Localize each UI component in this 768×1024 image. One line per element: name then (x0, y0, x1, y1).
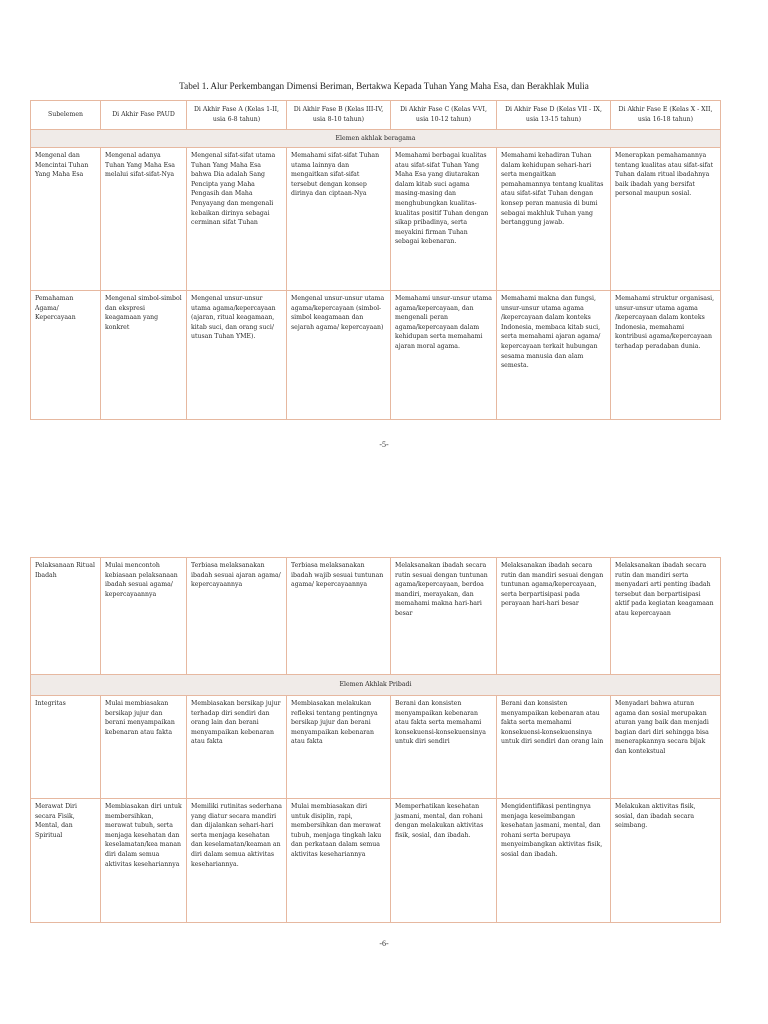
subelement-name: Mengenal dan Mencintai Tuhan Yang Maha Esa (31, 148, 101, 291)
phase-cell: Memahami struktur organisasi, unsur-unsur utama agama /kepercayaan dalam konteks Indonesia, memahami kontribusi agama/kepercayaan terhadap peradaban dunia. (611, 291, 721, 420)
phase-cell: Mengenal sifat-sifat utama Tuhan Yang Maha Esa bahwa Dia adalah Sang Pencipta yang Maha Pengasih dan Maha Penyayang dan mengenali kebaikan dirinya sebagai cerminan sifat Tuhan (187, 148, 287, 291)
phase-cell: Mengenal adanya Tuhan Yang Maha Esa melalui sifat-sifat-Nya (101, 148, 187, 291)
phase-cell: Mengenal unsur-unsur utama agama/kepercayaan (simbol-simbol keagamaan dan sejarah agama/ kepercayaan) (287, 291, 391, 420)
phase-cell: Terbiasa melaksanakan ibadah sesuai ajaran agama/ kepercayaannya (187, 558, 287, 675)
phase-cell: Berani dan konsisten menyampaikan kebenaran atau fakta serta memahami konsekuensi-konsekuensinya untuk diri sendiri dan orang lain (497, 696, 611, 799)
phase-cell: Memahami unsur-unsur utama agama/kepercayaan, dan mengenali peran agama/kepercayaan dalam kehidupan serta memahami ajaran moral agama. (391, 291, 497, 420)
subelement-name: Merawat Diri secara Fisik, Mental, dan Spiritual (31, 799, 101, 923)
page-number: -6- (379, 939, 389, 948)
table-title: Tabel 1. Alur Perkembangan Dimensi Beriman, Bertakwa Kepada Tuhan Yang Maha Esa, dan Berakhlak Mulia (179, 81, 589, 91)
column-header: Di Akhir Fase A (Kelas 1-II, usia 6-8 tahun) (187, 101, 287, 130)
table-page-6 (30, 557, 721, 923)
section-heading: Elemen akhlak beragama (31, 130, 721, 148)
table-row (31, 148, 721, 291)
phase-cell: Mulai membiasakan diri untuk disiplin, rapi, membersihkan dan merawat tubuh, menjaga tingkah laku dan perkataan dalam semua aktivitas kesehariannya (287, 799, 391, 923)
phase-cell: Berani dan konsisten menyampaikan kebenaran atau fakta serta memahami konsekuensi-konsekuensinya untuk diri sendiri (391, 696, 497, 799)
phase-cell: Membiasakan melakukan refleksi tentang pentingnya bersikap jujur dan berani menyampaikan kebenaran atau fakta (287, 696, 391, 799)
phase-cell: Membiasakan bersikap jujur terhadap diri sendiri dan orang lain dan berani menyampaikan kebenaran atau fakta (187, 696, 287, 799)
section-row (31, 675, 721, 696)
phase-cell: Memahami makna dan fungsi, unsur-unsur utama agama /kepercayaan dalam konteks Indonesia, membaca kitab suci, serta memahami ajaran agama/ kepercayaan terkait hubungan sesama manusia dan alam semesta. (497, 291, 611, 420)
table-page-5 (30, 100, 721, 420)
phase-cell: Menerapkan pemahamannya tentang kualitas atau sifat-sifat Tuhan dalam ritual ibadahnya baik ibadah yang bersifat personal maupun sosial. (611, 148, 721, 291)
phase-cell: Memiliki rutinitas sederhana yang diatur secara mandiri dan dijalankan sehari-hari serta menjaga kesehatan dan keselamatan/keaman an diri dalam semua aktivitas kesehariannya. (187, 799, 287, 923)
phase-cell: Menyadari bahwa aturan agama dan sosial merupakan aturan yang baik dan menjadi bagian dari diri sehingga bisa menerapkannya secara bijak dan kontekstual (611, 696, 721, 799)
phase-cell: Mulai mencontoh kebiasaan pelaksanaan ibadah sesuai agama/ kepercayaannya (101, 558, 187, 675)
table-row (31, 291, 721, 420)
subelement-name: Pemahaman Agama/ Kepercayaan (31, 291, 101, 420)
phase-cell: Terbiasa melaksanakan ibadah wajib sesuai tuntunan agama/ kepercayaannya (287, 558, 391, 675)
phase-cell: Mengidentifikasi pentingnya menjaga keseimbangan kesehatan jasmani, mental, dan rohani serta berupaya menyeimbangkan aktivitas fisik, sosial dan ibadah. (497, 799, 611, 923)
section-row (31, 130, 721, 148)
subelement-name: Pelaksanaan Ritual Ibadah (31, 558, 101, 675)
column-header: Di Akhir Fase D (Kelas VII - IX, usia 13-15 tahun) (497, 101, 611, 130)
subelement-name: Integritas (31, 696, 101, 799)
column-header: Di Akhir Fase E (Kelas X - XII, usia 16-18 tahun) (611, 101, 721, 130)
phase-cell: Memperhatikan kesehatan jasmani, mental, dan rohani dengan melakukan aktivitas fisik, sosial, dan ibadah. (391, 799, 497, 923)
section-heading: Elemen Akhlak Pribadi (31, 675, 721, 696)
header-row (31, 101, 721, 130)
phase-cell: Memahami kehadiran Tuhan dalam kehidupan sehari-hari serta mengaitkan pemahamannya tentang kualitas atau sifat-sifat Tuhan dengan konsep peran manusia di bumi sebagai makhluk Tuhan yang bertanggung jawab. (497, 148, 611, 291)
table-row (31, 558, 721, 675)
column-header: Di Akhir Fase PAUD (101, 101, 187, 130)
phase-cell: Melakukan aktivitas fisik, sosial, dan ibadah secara seimbang. (611, 799, 721, 923)
phase-cell: Melaksanakan ibadah secara rutin dan mandiri serta menyadari arti penting ibadah tersebut dan berpartisipasi aktif pada kegiatan keagamaan atau kepercayaan (611, 558, 721, 675)
table-row (31, 696, 721, 799)
phase-cell: Memahami berbagai kualitas atau sifat-sifat Tuhan Yang Maha Esa yang diutarakan dalam kitab suci agama masing-masing dan menghubungkan kualitas-kualitas positif Tuhan dengan sikap pribadinya, serta meyakini firman Tuhan sebagai kebenaran. (391, 148, 497, 291)
phase-cell: Membiasakan diri untuk membersihkan, merawat tubuh, serta menjaga kesehatan dan keselamatan/kea manan diri dalam semua aktivitas kesehariannya (101, 799, 187, 923)
phase-cell: Mengenal simbol-simbol dan ekspresi keagamaan yang konkret (101, 291, 187, 420)
phase-cell: Mengenal unsur-unsur utama agama/kepercayaan (ajaran, ritual keagamaan, kitab suci, dan orang suci/ utusan Tuhan YME). (187, 291, 287, 420)
phase-cell: Mulai membiasakan bersikap jujur dan berani menyampaikan kebenaran atau fakta (101, 696, 187, 799)
column-header: Di Akhir Fase B (Kelas III-IV, usia 8-10 tahun) (287, 101, 391, 130)
page-number: -5- (379, 440, 389, 449)
column-header: Di Akhir Fase C (Kelas V-VI, usia 10-12 tahun) (391, 101, 497, 130)
phase-cell: Melaksanakan ibadah secara rutin sesuai dengan tuntunan agama/kepercayaan, berdoa mandiri, merayakan, dan memahami makna hari-hari besar (391, 558, 497, 675)
table-row (31, 799, 721, 923)
phase-cell: Memahami sifat-sifat Tuhan utama lainnya dan mengaitkan sifat-sifat tersebut dengan konsep dirinya dan ciptaan-Nya (287, 148, 391, 291)
phase-cell: Melaksanakan ibadah secara rutin dan mandiri sesuai dengan tuntunan agama/kepercayaan, serta berpartisipasi pada perayaan hari-hari besar (497, 558, 611, 675)
column-header: Subelemen (31, 101, 101, 130)
